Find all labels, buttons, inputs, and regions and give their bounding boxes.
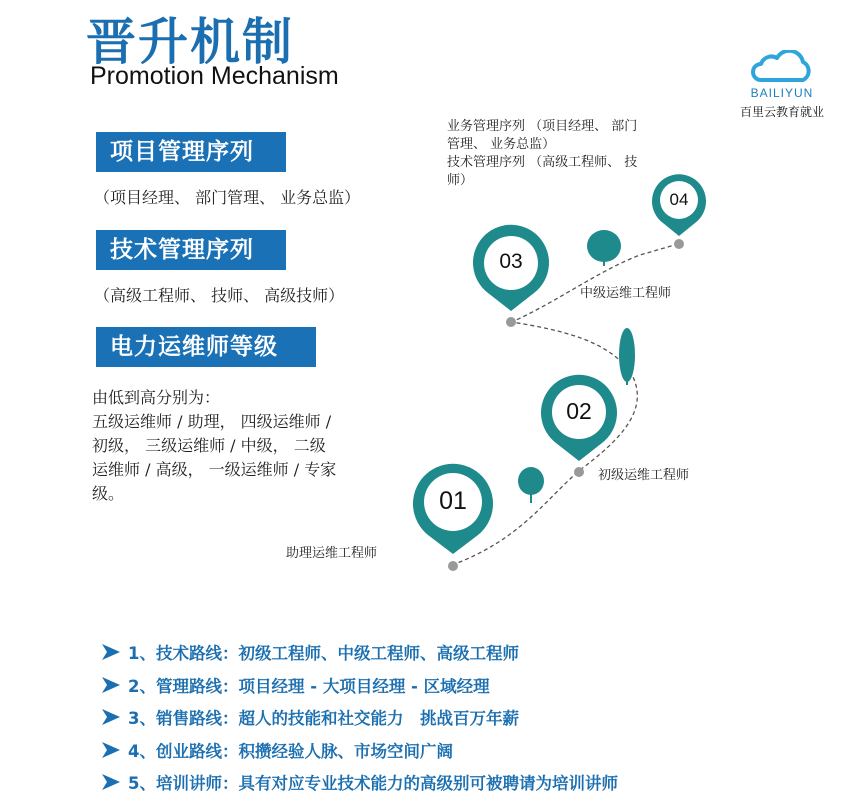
route-text: 5、培训讲师：具有对应专业技术能力的高级别可被聘请为培训讲师 <box>128 774 618 794</box>
note-line: 管理、 业务总监） <box>447 137 556 152</box>
arrowhead-icon <box>100 641 122 663</box>
tree-icon <box>619 328 635 385</box>
tree-icon <box>518 467 544 503</box>
milestone-label-02: 初级运维工程师 <box>598 468 690 483</box>
path-top-note <box>447 118 637 190</box>
section-heading-tech-management: 技术管理序列 <box>96 230 286 270</box>
section-heading-power-ops-levels: 电力运维师等级 <box>96 327 316 367</box>
route-text: 2、管理路线：项目经理 - 大项目经理 - 区域经理 <box>128 676 490 696</box>
section-text-project-management: （项目经理、 部门管理、 业务总监） <box>94 188 361 207</box>
section-heading-project-management: 项目管理序列 <box>96 132 286 172</box>
milestone-number-04: 04 <box>669 190 689 209</box>
levels-line: 运维师 / 高级， 一级运维师 / 专家 <box>92 460 337 479</box>
route-item <box>100 669 618 702</box>
milestone-label-03: 中级运维工程师 <box>580 286 672 301</box>
route-item <box>100 701 618 734</box>
page-title: 晋升机制 <box>86 13 294 71</box>
route-item <box>100 766 618 799</box>
page-subtitle: Promotion Mechanism <box>90 62 339 90</box>
tree-icon <box>587 230 621 266</box>
milestone-label-01: 助理运维工程师 <box>286 546 378 561</box>
milestone-pin-01 <box>413 464 493 571</box>
milestone-pin-02 <box>541 375 617 477</box>
logo-name: 百里云教育就业 <box>740 105 825 119</box>
milestone-number-01: 01 <box>439 487 467 515</box>
note-line: 业务管理序列 （项目经理、 部门 <box>447 119 638 134</box>
route-item <box>100 734 618 767</box>
note-line: 技术管理序列 （高级工程师、 技 <box>447 155 638 170</box>
milestone-number-02: 02 <box>566 398 592 424</box>
route-text: 4、创业路线：积攒经验人脉、市场空间广阔 <box>128 741 453 761</box>
logo-wordmark: BAILIYUN <box>750 86 814 100</box>
levels-intro: 由低到高分别为： <box>92 388 221 407</box>
note-line: 师） <box>447 173 474 188</box>
arrowhead-icon <box>100 674 122 696</box>
route-item <box>100 636 618 669</box>
route-text: 3、销售路线：超人的技能和社交能力 挑战百万年薪 <box>128 709 519 729</box>
arrowhead-icon <box>100 706 122 728</box>
milestone-pin-03 <box>473 225 549 327</box>
route-text: 1、技术路线：初级工程师、中级工程师、高级工程师 <box>128 644 519 664</box>
levels-line: 五级运维师 / 助理， 四级运维师 / <box>92 412 332 431</box>
milestone-pin-04 <box>652 174 706 249</box>
career-routes-list <box>100 636 618 799</box>
arrowhead-icon <box>100 771 122 793</box>
levels-line: 初级， 三级运维师 / 中级， 二级 <box>92 436 326 455</box>
levels-line: 级。 <box>92 484 125 503</box>
section-text-tech-management: （高级工程师、 技师、 高级技师） <box>94 286 345 305</box>
milestone-number-03: 03 <box>499 250 523 273</box>
arrowhead-icon <box>100 739 122 761</box>
